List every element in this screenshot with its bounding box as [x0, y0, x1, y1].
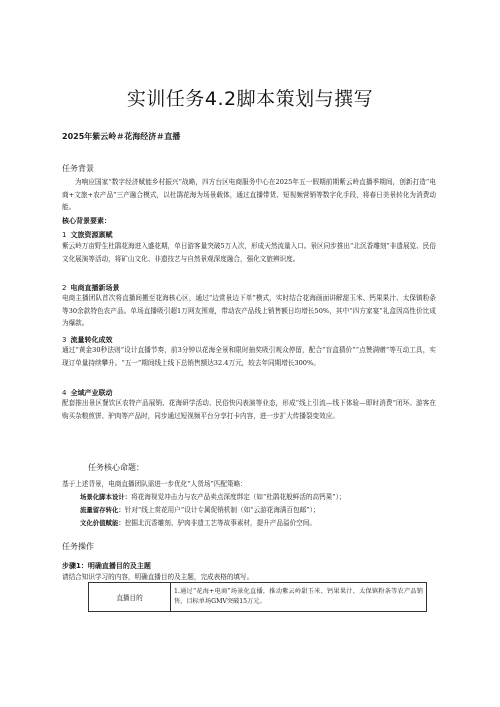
element-title: 文旅资源禀赋 [70, 231, 113, 239]
table-value-cell[interactable]: 1.通过“花海+电商”场景化直播，推动紫云岭甜玉米、钙果果汁、太保镇粉条等农产品销售，目标单场GMV突破15万元。 [171, 583, 427, 612]
document-title: 实训任务4.2脚本策划与撰写 [126, 88, 374, 110]
proposition-text: 将花海视觉冲击力与农产品卖点深度绑定（如“杜鹃花般鲜活的高钙果”）； [131, 493, 346, 501]
table-key-cell: 直播目的 [89, 583, 171, 612]
element-number: 2 [62, 284, 67, 292]
background-heading: 任务背景 [62, 164, 94, 173]
proposition-label: 流量留存转化： [80, 506, 125, 514]
proposition-item [80, 491, 460, 503]
element-title: 流量转化成效 [70, 336, 113, 344]
element-title: 全域产业联动 [70, 389, 113, 397]
proposition-text: 挖掘北沉香雕刻、驴肉非遗工艺等故事素材，提升产品溢价空间。 [124, 519, 316, 527]
element-title: 电商直播新场景 [70, 284, 120, 292]
core-elements-heading: 核心背景要素： [62, 217, 111, 225]
live-goal-table [88, 582, 427, 612]
element-text-1: 紫云岭万亩野生杜鹃花海进入盛花期，单日游客量突破5万人次，形成天然流量入口。景区同步推出“北沉香雕刻”非遗展览、民俗文化展演等活动，将矿山文化、非遗技艺与自然景观深度融合，强化文旅辨识度。 [62, 242, 436, 263]
core-proposition-heading: 任务核心命题： [88, 463, 144, 472]
proposition-text: 针对“线上赏花用户”设计专属促销机制（如“云游花海满百包邮”）； [124, 506, 320, 514]
element-heading-1 [62, 230, 112, 240]
proposition-label: 场景化脚本设计： [80, 493, 132, 501]
background-intro: 为响应国家“数字经济赋能乡村振兴”战略，四方台区电商服务中心在2025年五一假期前期紫云岭直播季期间，创新打造“电商+文旅+农产品”三产融合模式，以杜鹃花海为场景载体，通过直播带货、短视频营销等数字化手段，将春日美景转化为消费动能。 [62, 178, 436, 212]
element-text-2: 电商主播团队首次将直播间搬至花海核心区，通过“边赏景边下单”模式，实时结合花海画面讲解甜玉米、钙果果汁、太保镇粉条等30余款特色农产品。单场直播吸引超1万网友围观，带动农产品线上销售额日均增长50%，其中“四方家宴”礼盒因高性价比成为爆款。 [62, 294, 436, 328]
element-number: 1 [62, 231, 67, 239]
step-description: 请结合知识学习的内容，明确直播目的及主题，完成表格的填写。 [62, 573, 254, 581]
element-text-4: 配套推出景区餐饮区农特产品展销、花海研学活动、民俗快闪表演等业态，形成“线上引流—线下体验—即时消费”闭环。游客在购买杂粮煎饼、驴肉等产品时，同步通过短视频平台分享打卡内容，进一步扩大传播裂变效应。 [62, 399, 436, 420]
element-number: 3 [62, 336, 67, 344]
step-title: 步骤1：明确直播目的及主题 [62, 562, 151, 570]
operation-heading: 任务操作 [62, 542, 94, 551]
topic-tagline: 2025年紫云岭＃花海经济＃直播 [62, 132, 181, 141]
element-number: 4 [62, 389, 67, 397]
proposition-item [80, 504, 460, 516]
proposition-item [80, 517, 460, 529]
proposition-label: 文化价值赋能： [80, 519, 125, 527]
core-proposition-intro: 基于上述背景，电商直播团队需进一步优化“人货场”匹配策略： [62, 480, 247, 488]
table-row [89, 583, 427, 612]
element-text-3: 通过“黄金30秒法则”设计直播节奏，前3分钟以花海全景和限时抽奖吸引观众停留，配合“盲盒猜价”“点赞满赠”等互动工具，实现订单量持续攀升。“五一”期间线上线下总销售额达32.4万元，较去年同期增长300%。 [62, 346, 436, 367]
